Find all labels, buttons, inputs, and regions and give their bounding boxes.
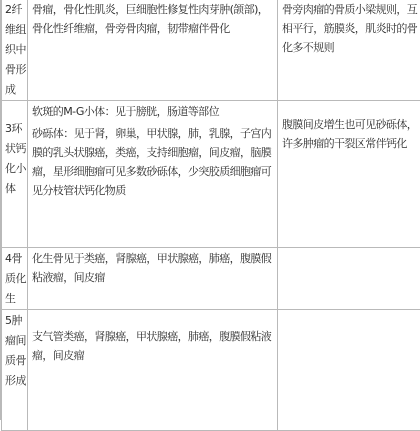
- category-cell: [2, 101, 28, 248]
- table-row: [2, 0, 420, 101]
- notes-text: [278, 248, 420, 249]
- content-text: 砂砾体：见于肾，卵巢，甲状腺，肺，乳腺，子宫内膜的乳头状腺癌，类癌，支持细胞瘤，间皮瘤，脑膜瘤，星形细胞瘤可见多数砂砾体，少突胶质细胞瘤可见分枝管状钙化物质: [28, 123, 277, 200]
- content-cell: [28, 310, 278, 431]
- category-cell: [2, 310, 28, 431]
- content-text: 化生骨见于类癌，肾腺癌，甲状腺癌，肺癌，腹膜假粘液瘤，间皮瘤: [28, 248, 277, 287]
- content-cell: [28, 248, 278, 310]
- content-text: 软斑的M-G小体：见于膀胱，肠道等部位: [28, 101, 277, 121]
- category-cell: [2, 248, 28, 310]
- content-cell: [28, 101, 278, 248]
- pathology-table: [1, 0, 420, 431]
- table-row: [2, 310, 420, 431]
- notes-cell: [278, 101, 420, 248]
- notes-text: [278, 310, 420, 311]
- content-text: 支气管类癌，肾腺癌，甲状腺癌，肺癌，腹膜假粘液瘤，间皮瘤: [28, 310, 277, 365]
- notes-cell: [278, 0, 420, 101]
- category-label: 5肿瘤间质骨形成: [2, 310, 27, 391]
- table-row: [2, 248, 420, 310]
- category-label: 2纤维组织中骨形成: [2, 0, 27, 100]
- content-cell: [28, 0, 278, 101]
- category-cell: [2, 0, 28, 101]
- table-row: [2, 101, 420, 248]
- content-text: 骨瘤，骨化性肌炎，巨细胞性修复性肉芽肿(颌部)，骨化性纤维瘤，骨旁骨肉瘤，韧带瘤伴骨化: [28, 0, 277, 38]
- category-label: 4骨质化生: [2, 248, 27, 309]
- notes-cell: [278, 310, 420, 431]
- notes-text: 骨旁肉瘤的骨质小梁规则，互相平行，筋膜炎，肌炎时的骨化多不规则: [278, 0, 420, 57]
- notes-text: 腹膜间皮增生也可见砂砾体，许多肿瘤的干裂区常伴钙化: [278, 101, 420, 153]
- category-label: 3环状钙化小体: [2, 101, 27, 199]
- notes-cell: [278, 248, 420, 310]
